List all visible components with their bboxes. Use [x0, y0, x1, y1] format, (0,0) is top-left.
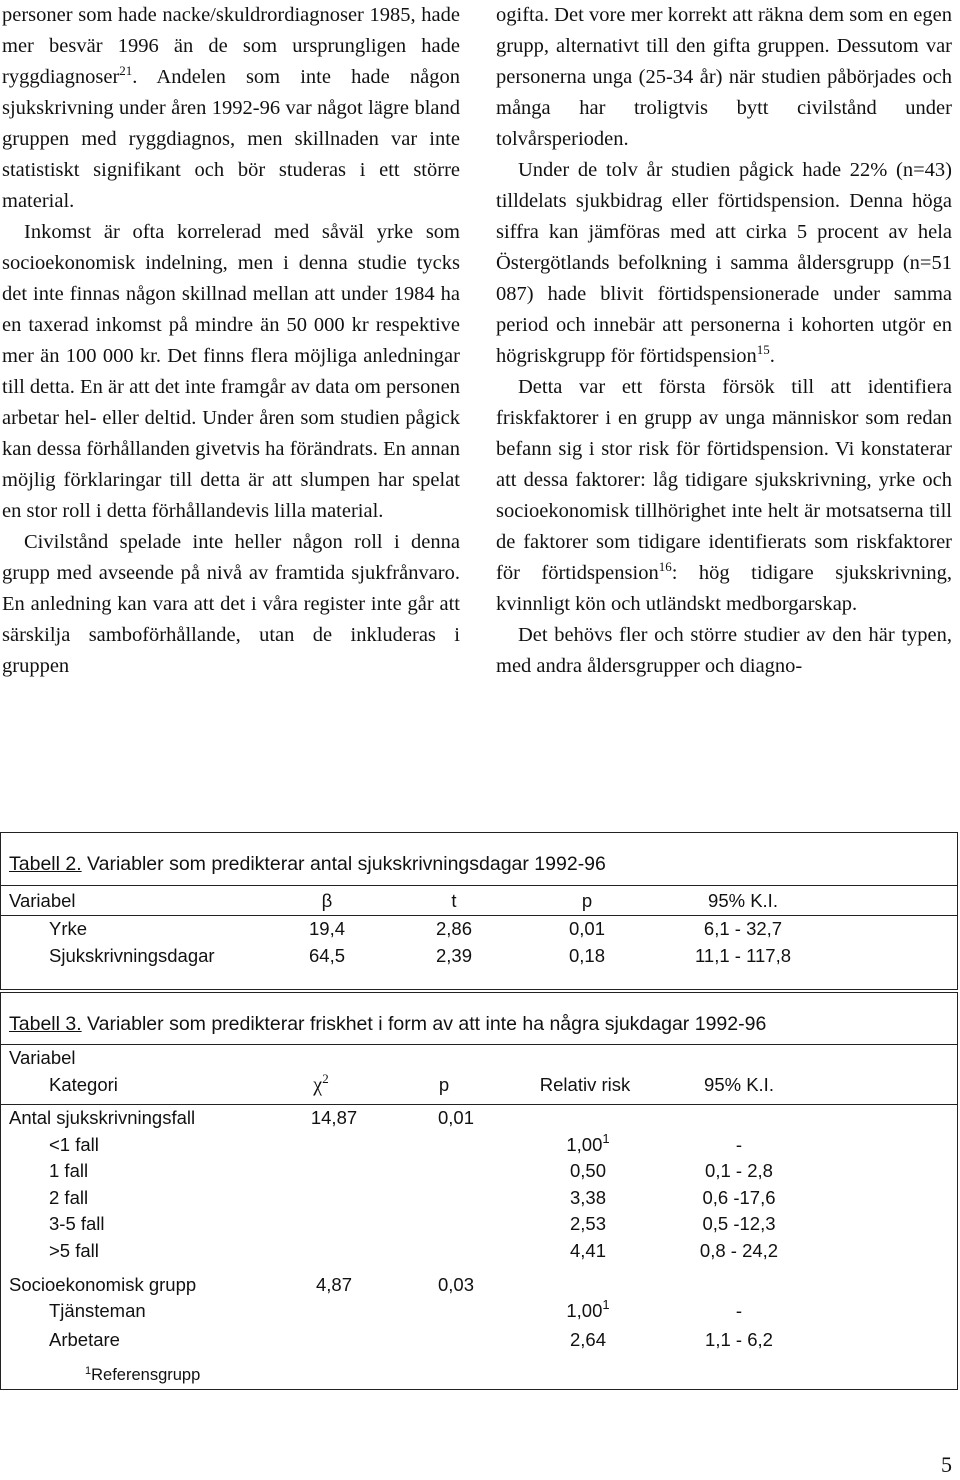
- table-3-ci: -: [735, 1134, 743, 1155]
- table-3-category: 3-5 fall: [49, 1213, 105, 1234]
- right-paragraph-1: ogifta. Det vore mer korrekt att räkna dem som en egen grupp, alternativt till den gifta gruppen. Dessutom var personerna unga (25-34 år) när studien påbörjades och många har troligtvis bytt civilstånd under tolvårsperioden.: [496, 4, 952, 150]
- table-3-header-chi: $\chi^2$: [313, 1071, 329, 1096]
- left-paragraph-3: Civilstånd spelade inte heller någon roll i denna grupp med avseende på nivå av framtida sjukfrånvaro. En anledning kan vara att det i våra register inte går att särskilja samboförhållande, utan de inkluderas i gruppen: [2, 531, 460, 677]
- table-3-caption: Tabell 3. Variabler som predikterar friskhet i form av att inte ha några sjukdagar 1992-96: [9, 1013, 767, 1035]
- table-3-group-label: Socioekonomisk grupp: [9, 1274, 197, 1295]
- table-3-category: >5 fall: [49, 1240, 99, 1261]
- citation-superscript: 21: [119, 63, 133, 78]
- table-3-ci: 0,1 - 2,8: [705, 1160, 773, 1181]
- citation-superscript: 16: [658, 559, 672, 574]
- table-3-ci: 0,8 - 24,2: [699, 1240, 779, 1261]
- table-3-category: <1 fall: [49, 1134, 99, 1155]
- reference-superscript: 1: [602, 1131, 610, 1146]
- table-2-caption: Tabell 2. Variabler som predikterar antal sjukskrivningsdagar 1992-96: [9, 853, 606, 875]
- left-paragraph-1: personer som hade nacke/skuldrordiagnoser 1985, hade mer besvär 1996 än de som ursprungligen hade ryggdiagnoser$^{21}$. Andelen som inte hade någon sjukskrivning under åren 1992-96 var något lägre bland gruppen med ryggdiagnos, men skillnaden var inte statistiskt signifikant och bör studeras i ett större material.: [2, 4, 460, 212]
- table-3-p-value: 0,01: [437, 1107, 475, 1128]
- table-3-category: Tjänsteman: [49, 1300, 146, 1321]
- table-3-category: Arbetare: [49, 1329, 120, 1350]
- table-2-cell: 0,18: [568, 945, 606, 966]
- page-number: 5: [941, 1452, 952, 1477]
- table-2-header-variabel: Variabel: [9, 890, 76, 911]
- table-2-header-beta: β: [321, 890, 333, 911]
- table-2-row-label: Yrke: [49, 918, 88, 939]
- left-paragraph-2: Inkomst är ofta korrelerad med såväl yrke som socioekonomisk indelning, men i denna studie tycks det inte finnas någon skillnad mellan att under 1984 ha en taxerad inkomst på mindre än 50 000 kr respektive mer än 100 000 kr. Det finns flera möjliga anledningar till detta. En är att det inte framgår av data om personen arbetar hel- eller deltid. Under åren som studien pågick kan dessa förhållanden givetvis ha förändrats. En annan möjlig förklaringar till detta är att slumpen har spelat en stor roll i detta förhållandevis lilla material.: [2, 221, 460, 522]
- table-3-relative-risk: 3,38: [569, 1187, 607, 1208]
- table-3-relative-risk: 2,53: [569, 1213, 607, 1234]
- table-2-cell: 2,39: [435, 945, 473, 966]
- table-3-header-relativ-risk: Relativ risk: [539, 1074, 631, 1095]
- table-2-cell: 2,86: [435, 918, 473, 939]
- right-paragraph-4: Det behövs fler och större studier av den här typen, med andra åldersgrupper och diagno-: [496, 624, 952, 677]
- table-3-ci: 0,6 -17,6: [702, 1187, 776, 1208]
- table-2-cell: 6,1 - 32,7: [703, 918, 783, 939]
- table-2-header-t: t: [451, 890, 457, 911]
- table-3: [0, 992, 958, 1390]
- right-paragraph-3: Detta var ett första försök till att identifiera friskfaktorer i en grupp av unga människor som redan befann sig i stor risk för förtidspension. Vi konstaterar att dessa faktorer: låg tidigare sjukskrivning, yrke och socioekonomisk tillhörighet inte helt är motsatserna till de faktorer som tidigare identifierats som riskfaktorer för förtidspension$^{16}$: hög tidigare sjukskrivning, kvinnligt kön och utländskt medborgarskap.: [496, 376, 952, 615]
- table-3-relative-risk: 0,50: [569, 1160, 607, 1181]
- table-3-relative-risk: 1,00$^1$: [566, 1131, 610, 1155]
- table-3-relative-risk: 2,64: [569, 1329, 607, 1350]
- table-3-rule: [1, 1044, 957, 1045]
- table-2-rule: [1, 915, 957, 916]
- table-3-chi-value: 4,87: [315, 1274, 353, 1295]
- citation-superscript: 15: [756, 342, 770, 357]
- table-2-row-label: Sjukskrivningsdagar: [49, 945, 215, 966]
- table-3-rule: [1, 1104, 957, 1105]
- table-3-category: 2 fall: [49, 1187, 89, 1208]
- table-3-header-ci: 95% K.I.: [704, 1074, 774, 1095]
- table-2-header-ci: 95% K.I.: [708, 890, 778, 911]
- table-3-header-variabel: Variabel: [9, 1047, 76, 1068]
- table-3-category: 1 fall: [49, 1160, 89, 1181]
- table-3-group-label: Antal sjukskrivningsfall: [9, 1107, 196, 1128]
- table-2-cell: 0,01: [568, 918, 606, 939]
- table-3-ci: 1,1 - 6,2: [705, 1329, 773, 1350]
- table-3-ci: -: [735, 1300, 743, 1321]
- table-2-cell: 64,5: [308, 945, 346, 966]
- table-3-p-value: 0,03: [437, 1274, 475, 1295]
- table-3-header-kategori: Kategori: [49, 1074, 118, 1095]
- reference-superscript: 1: [602, 1297, 610, 1312]
- left-column: [2, 0, 460, 682]
- table-3-relative-risk: 4,41: [569, 1240, 607, 1261]
- right-paragraph-2: Under de tolv år studien pågick hade 22% (n=43) tilldelats sjukbidrag eller förtidspension. Denna höga siffra kan jämföras med att cirka 5 procent av hela Östergötlands befolkning i samma åldersgrupp (n=51 087) hade blivit förtidspensionerade under samma period och innebär att personerna i kohorten utgör en högriskgrupp för förtidspension$^{15}$.: [496, 159, 952, 367]
- table-3-footnote: $^1$Referensgrupp: [85, 1365, 201, 1384]
- table-3-header-p: p: [438, 1074, 450, 1095]
- table-2-cell: 19,4: [308, 918, 346, 939]
- table-3-chi-value: 14,87: [310, 1107, 358, 1128]
- table-3-ci: 0,5 -12,3: [702, 1213, 776, 1234]
- table-2-rule: [1, 885, 957, 886]
- table-2-header-p: p: [581, 890, 593, 911]
- right-column: [496, 0, 952, 682]
- table-2-cell: 11,1 - 117,8: [695, 945, 791, 966]
- table-2: [0, 832, 958, 990]
- table-3-relative-risk: 1,00$^1$: [566, 1297, 610, 1321]
